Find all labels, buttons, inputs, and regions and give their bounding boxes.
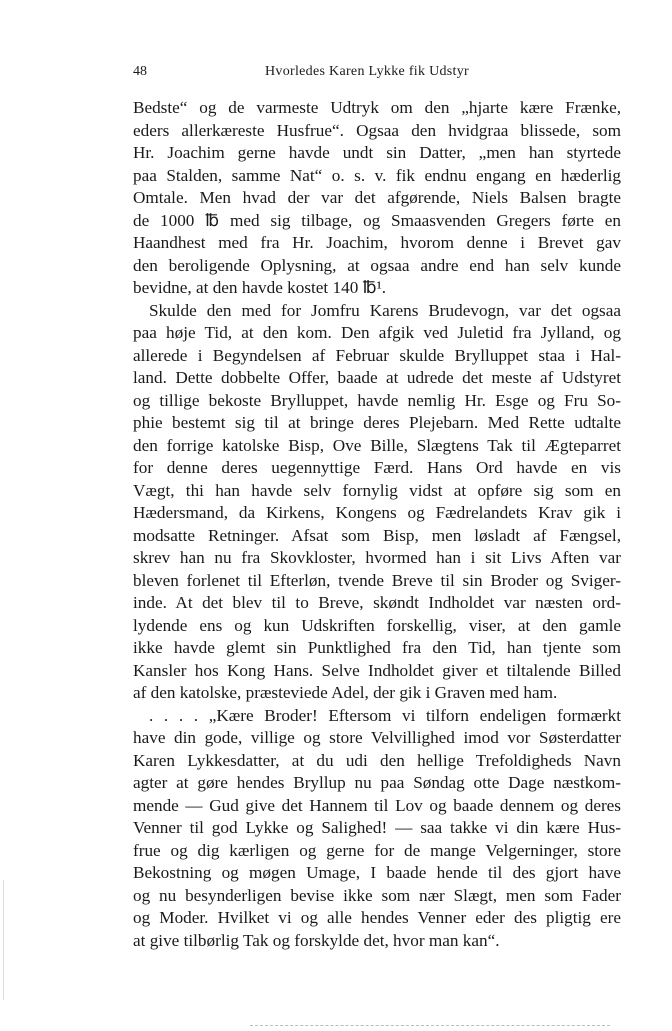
text-line: at give tilbørlig Tak og forskylde det, hvor man kan“. (133, 930, 500, 950)
text-line: . . . . „Kære Broder! Eftersom vi tilforn endeligen formærkt (149, 705, 621, 725)
text-line: mende — Gud give det Hannem til Lov og baade dennem og deres (133, 795, 621, 815)
text-line: have din gode, villige og store Velvillighed imod vor Søsterdatter (133, 728, 621, 747)
text-line: phie bestemt sig til at bringe deres Plejebarn. Med Rette udtalte (133, 413, 621, 432)
text-line: Hr. Joachim gerne havde undt sin Datter, „men han styrtede (133, 143, 621, 162)
text-line: Skulde den med for Jomfru Karens Brudevogn, var det ogsaa (149, 300, 621, 320)
text-line: af den katolske, præsteviede Adel, der gik i Graven med ham. (133, 683, 558, 702)
text-line: allerede i Begyndelsen af Februar skulde Brylluppet staa i Hal- (133, 345, 621, 365)
text-line: Omtale. Men hvad der var det afgørende, Niels Balsen bragte (133, 188, 621, 207)
text-line: Haandhest med fra Hr. Joachim, hvorom denne i Brevet gav (133, 233, 621, 252)
text-line: frue og dig kærligen og gerne for de mange Velgerninger, store (133, 840, 621, 860)
text-line: bevidne, at den havde kostet 140 ℔¹. (133, 278, 387, 297)
text-line: land. Dette dobbelte Offer, baade at udrede det meste af Udstyret (133, 368, 621, 387)
text-line: modsatte Retninger. Afsat som Bisp, men løsladt af Fængsel, (133, 525, 621, 545)
scan-edge-line (250, 1025, 610, 1026)
text-line: lydende ens og kun Udskriften forskellig, viser, at den gamle (133, 615, 621, 635)
page-number: 48 (133, 64, 147, 79)
scan-left-edge (3, 880, 4, 1000)
text-line: for denne deres uegennyttige Færd. Hans Ord havde en vis (133, 458, 621, 477)
text-line: Bekostning og møgen Umage, I baade hende til des gjort have (133, 863, 621, 882)
text-line: den forrige katolske Bisp, Ove Bille, Slægtens Tak til Ægteparret (133, 435, 621, 455)
text-line: bleven forlenet til Efterløn, tvende Breve til sin Broder og Sviger- (133, 570, 621, 590)
text-line: inde. At det blev til to Breve, skøndt Indholdet var næsten ord- (133, 593, 621, 612)
text-line: den beroligende Oplysning, at ogsaa andre end han selv kunde (133, 255, 621, 275)
text-line: Vægt, thi han havde selv fornylig vidst at opføre sig som en (133, 480, 621, 500)
text-line: og nu besynderligen bevise ikke som nær Slægt, men som Fader (133, 885, 621, 905)
text-line: Kansler hos Kong Hans. Selve Indholdet giver et tiltalende Billed (133, 660, 621, 680)
body-text (133, 97, 621, 952)
text-line: eders allerkæreste Husfrue“. Ogsaa den hvidgraa blissede, som (133, 120, 621, 140)
running-title: Hvorledes Karen Lykke fik Udstyr (265, 64, 469, 79)
text-line: Bedste“ og de varmeste Udtryk om den „hjarte kære Frænke, (133, 98, 621, 117)
text-line: Venner til god Lykke og Salighed! — saa takke vi din kære Hus- (133, 818, 621, 837)
text-line: Karen Lykkesdatter, at du udi den hellige Trefoldigheds Navn (133, 750, 621, 770)
text-line: ikke havde glemt sin Punktlighed fra den Tid, han tjente som (133, 638, 621, 657)
text-line: agter at gøre hendes Bryllup nu paa Søndag otte Dage næstkom- (133, 773, 621, 792)
text-line: og Moder. Hvilket vi og alle hendes Venner eder des pligtig ere (133, 908, 621, 927)
page-header (133, 64, 613, 84)
text-line: skrev han nu fra Skovkloster, hvormed han i sit Livs Aften var (133, 548, 621, 567)
text-line: paa Stalden, samme Nat“ o. s. v. fik endnu engang en hæderlig (133, 165, 621, 185)
text-line: de 1000 ℔ med sig tilbage, og Smaasvenden Gregers førte en (133, 210, 621, 230)
text-line: Hædersmand, da Kirkens, Kongens og Fædrelandets Krav gik i (133, 503, 621, 522)
text-line: paa høje Tid, at den kom. Den afgik ved Juletid fra Jylland, og (133, 323, 621, 342)
text-line: og tillige bekoste Brylluppet, havde nemlig Hr. Esge og Fru So- (133, 390, 621, 410)
